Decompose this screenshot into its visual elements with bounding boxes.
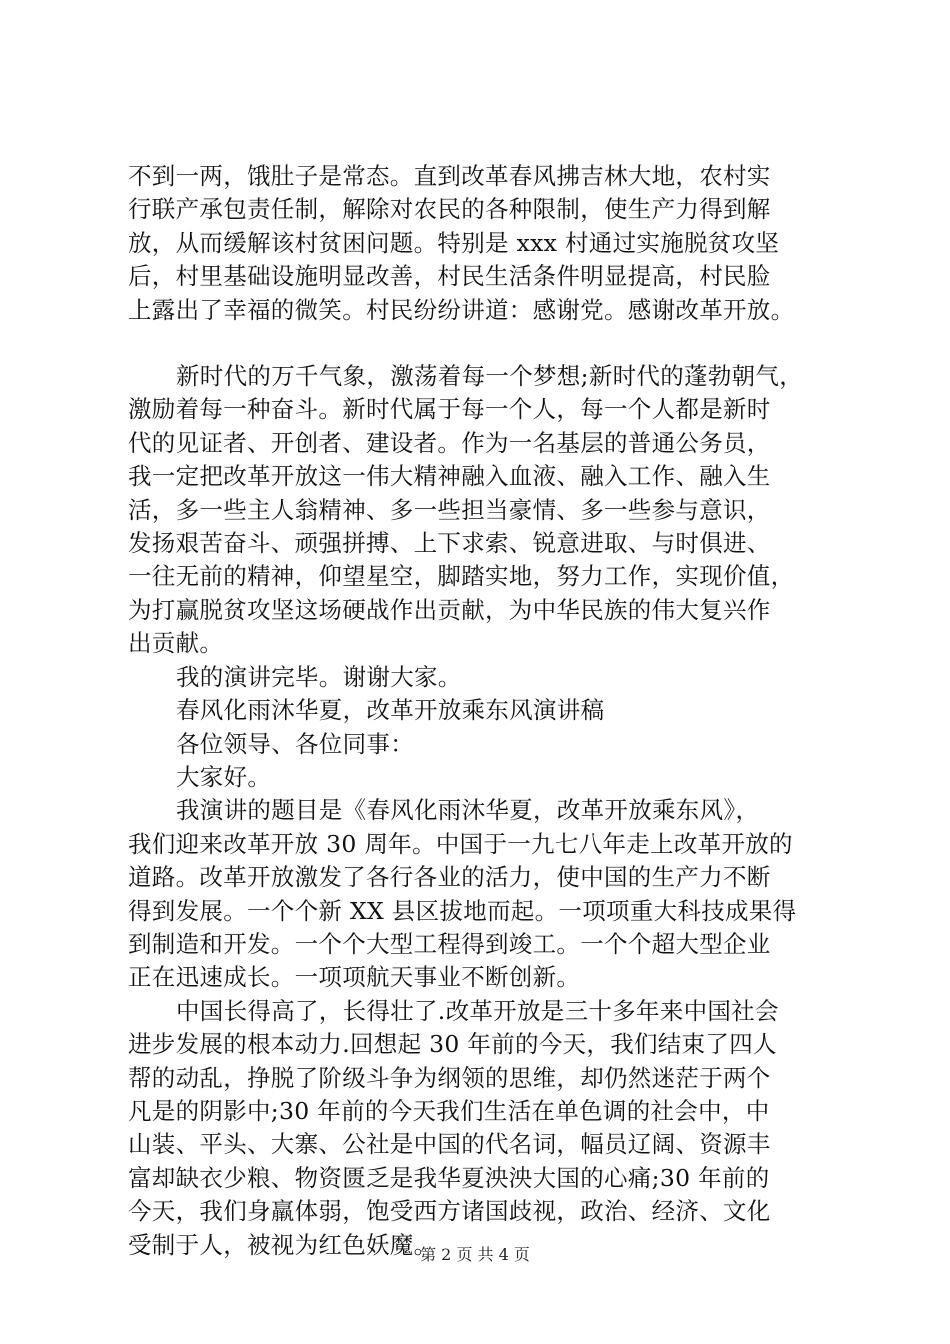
text-line: 我们迎来改革开放 30 周年。中国于一九七八年走上改革开放的: [128, 829, 793, 858]
text-line: 上露出了幸福的微笑。村民纷纷讲道：感谢党。感谢改革开放。: [128, 295, 795, 324]
paragraph-china-growth: [128, 995, 863, 1262]
text-line: 后，村里基础设施明显改善，村民生活条件明显提高，村民脸: [128, 262, 771, 291]
speech-title: [128, 694, 863, 727]
text-line: 不到一两，饿肚子是常态。直到改革春风拂吉林大地，农村实: [128, 162, 771, 190]
text-line: 大家好。: [176, 762, 272, 791]
text-line: 激励着每一种奋斗。新时代属于每一个人，每一个人都是新时: [128, 395, 771, 424]
document-body: [128, 160, 863, 1262]
text-line: 道路。改革开放激发了各行各业的活力，使中国的生产力不断: [128, 863, 771, 892]
text-line: 凡是的阴影中;30 年前的今天我们生活在单色调的社会中，中: [128, 1096, 770, 1125]
text-line: 发扬艰苦奋斗、顽强拼搏、上下求索、锐意进取、与时俱进、: [128, 529, 771, 558]
paragraph-closing: [128, 661, 863, 694]
text-line: 我一定把改革开放这一伟大精神融入血液、融入工作、融入生: [128, 462, 771, 491]
text-line: 放，从而缓解该村贫困问题。特别是 xxx 村通过实施脱贫攻坚: [128, 228, 780, 257]
text-line: 出贡献。: [128, 629, 224, 658]
text-line: 春风化雨沐华夏，改革开放乘东风演讲稿: [176, 696, 605, 725]
text-line: 中国长得高了，长得壮了.改革开放是三十多年来中国社会: [176, 996, 779, 1025]
text-line: 受制于人，被视为红色妖魔。: [128, 1230, 438, 1259]
text-line: 为打赢脱贫攻坚这场硬战作出贡献，为中华民族的伟大复兴作: [128, 595, 771, 624]
text-line: 活，多一些主人翁精神、多一些担当豪情、多一些参与意识，: [128, 495, 771, 524]
text-line: 山装、平头、大寨、公社是中国的代名词，幅员辽阔、资源丰: [128, 1130, 771, 1159]
paragraph-speech-topic: [128, 794, 863, 994]
text-line: 各位领导、各位同事：: [176, 729, 414, 758]
paragraph-village-story: [128, 160, 863, 327]
text-line: 行联产承包责任制，解除对农民的各种限制，使生产力得到解: [128, 195, 771, 224]
text-line: 今天，我们身羸体弱，饱受西方诸国歧视，政治、经济、文化: [128, 1197, 771, 1226]
paragraph-new-era: [128, 360, 863, 661]
greeting: [128, 761, 863, 794]
salutation: [128, 728, 863, 761]
text-line: 代的见证者、开创者、建设者。作为一名基层的普通公务员，: [128, 428, 771, 457]
text-line: 新时代的万千气象，激荡着每一个梦想;新时代的蓬勃朝气，: [176, 362, 804, 391]
page-number-footer: 第 2 页 共 4 页: [420, 1245, 530, 1264]
text-line: 我演讲的题目是《春风化雨沐华夏，改革开放乘东风》，: [176, 796, 760, 825]
text-line: 富却缺衣少粮、物资匮乏是我华夏泱泱大国的心痛;30 年前的: [128, 1163, 770, 1192]
text-line: 到制造和开发。一个个大型工程得到竣工。一个个超大型企业: [128, 929, 771, 958]
text-line: 一往无前的精神，仰望星空，脚踏实地，努力工作，实现价值，: [128, 562, 795, 591]
text-line: 得到发展。一个个新 XX 县区拔地而起。一项项重大科技成果得: [128, 896, 797, 925]
text-line: 正在迅速成长。一项项航天事业不断创新。: [128, 963, 581, 992]
text-line: 我的演讲完毕。谢谢大家。: [176, 662, 462, 691]
text-line: 进步发展的根本动力.回想起 30 年前的今天，我们结束了四人: [128, 1030, 777, 1059]
text-line: 帮的动乱，挣脱了阶级斗争为纲领的思维，却仍然迷茫于两个: [128, 1063, 771, 1092]
